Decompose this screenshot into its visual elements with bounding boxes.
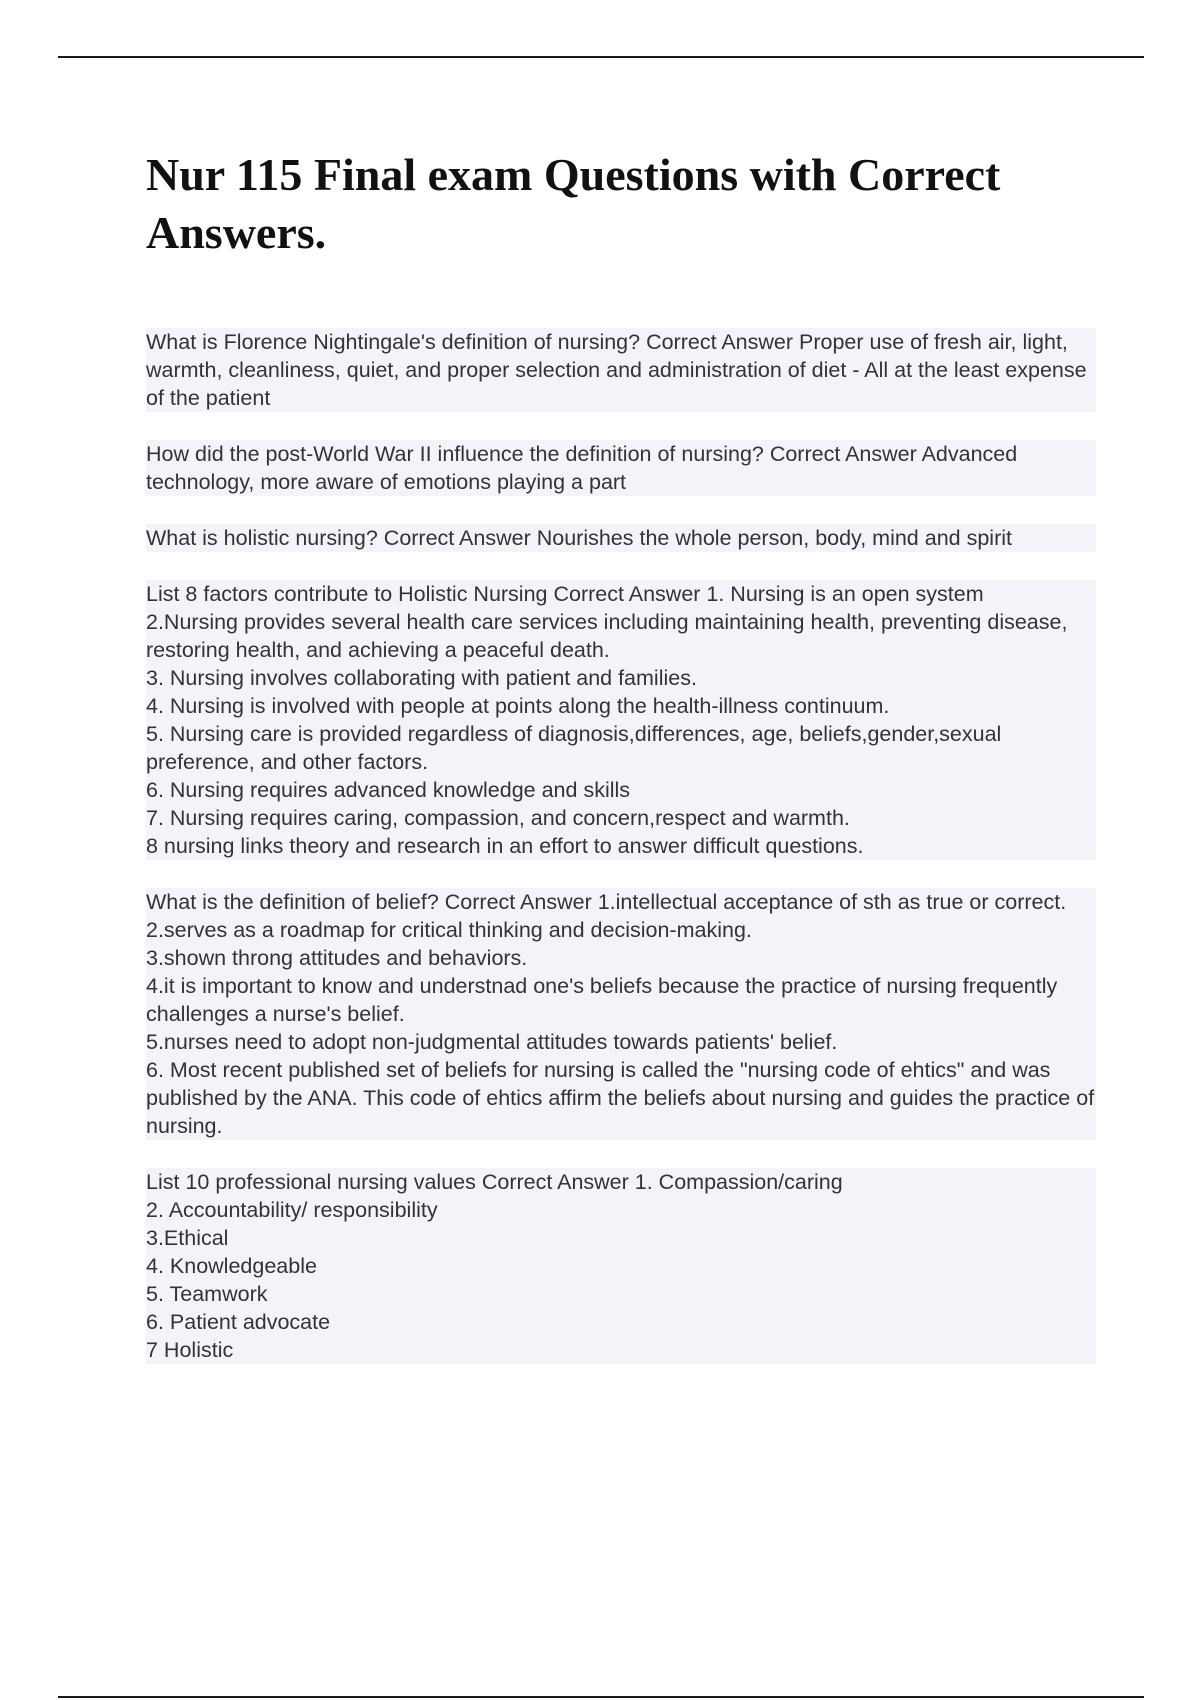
qa-block-6	[146, 1168, 1096, 1364]
document-title: Nur 115 Final exam Questions with Correct Answers.	[146, 149, 1001, 258]
qa-line: 7 Holistic	[146, 1336, 1096, 1364]
qa-line: 7. Nursing requires caring, compassion, and concern,respect and warmth.	[146, 804, 1096, 832]
qa-line: 6. Patient advocate	[146, 1308, 1096, 1336]
qa-line: 4. Nursing is involved with people at points along the health-illness continuum.	[146, 692, 1096, 720]
bottom-rule	[58, 1696, 1144, 1698]
qa-line: 5. Nursing care is provided regardless of diagnosis,differences, age, beliefs,gender,sexual preference, and other factors.	[146, 720, 1096, 776]
qa-block-2	[146, 440, 1096, 496]
qa-line: What is the definition of belief? Correct Answer 1.intellectual acceptance of sth as true or correct.	[146, 888, 1096, 916]
qa-line: 6. Nursing requires advanced knowledge and skills	[146, 776, 1096, 804]
qa-line: How did the post-World War II influence the definition of nursing? Correct Answer Advanced technology, more aware of emotions playing a part	[146, 440, 1096, 496]
qa-block-3	[146, 524, 1096, 552]
top-rule	[58, 56, 1144, 58]
qa-line: 3.Ethical	[146, 1224, 1096, 1252]
qa-block-1	[146, 328, 1096, 412]
qa-line: 4. Knowledgeable	[146, 1252, 1096, 1280]
qa-line: 6. Most recent published set of beliefs for nursing is called the "nursing code of ehtics" and was published by the ANA. This code of ehtics affirm the beliefs about nursing and guides the practice of nursing.	[146, 1058, 1101, 1138]
qa-block-4	[146, 580, 1096, 860]
qa-line: 2.Nursing provides several health care services including maintaining health, preventing disease, restoring health, and achieving a peaceful death.	[146, 608, 1096, 664]
qa-line: 5.nurses need to adopt non-judgmental attitudes towards patients' belief.	[146, 1028, 1096, 1056]
qa-block-5	[146, 888, 1101, 1140]
qa-line: 2. Accountability/ responsibility	[146, 1196, 1096, 1224]
qa-line: 3.shown throng attitudes and behaviors.	[146, 944, 1096, 972]
qa-line: 4.it is important to know and understnad one's beliefs because the practice of nursing frequently challenges a nurse's belief.	[146, 972, 1096, 1028]
qa-line: 8 nursing links theory and research in an effort to answer difficult questions.	[146, 832, 1096, 860]
qa-line: List 10 professional nursing values Correct Answer 1. Compassion/caring	[146, 1168, 1096, 1196]
qa-line: 5. Teamwork	[146, 1280, 1096, 1308]
qa-line: 3. Nursing involves collaborating with patient and families.	[146, 664, 1096, 692]
qa-line: What is Florence Nightingale's definition of nursing? Correct Answer Proper use of fresh air, light, warmth, cleanliness, quiet, and proper selection and administration of diet - All at the least expense of the patient	[146, 328, 1096, 412]
qa-line: What is holistic nursing? Correct Answer Nourishes the whole person, body, mind and spirit	[146, 524, 1096, 552]
qa-line: 2.serves as a roadmap for critical thinking and decision-making.	[146, 916, 1096, 944]
document-body	[146, 146, 1101, 1392]
qa-line: List 8 factors contribute to Holistic Nursing Correct Answer 1. Nursing is an open system	[146, 580, 1096, 608]
